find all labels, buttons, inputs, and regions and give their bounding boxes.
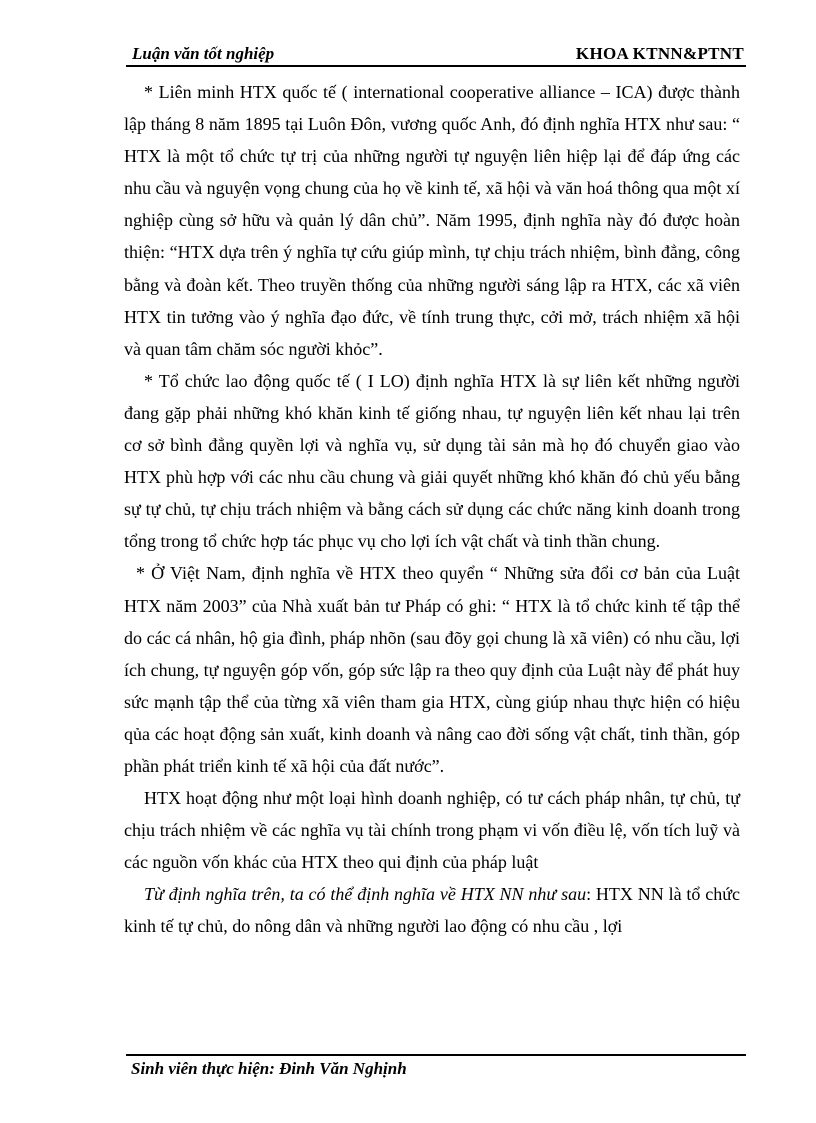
header-thesis-label: Luận văn tốt nghiệp <box>132 44 275 63</box>
paragraph-vietnam-definition: * Ở Việt Nam, định nghĩa về HTX theo quyển “ Những sửa đổi cơ bản của Luật HTX năm 2003” của Nhà xuất bản tư Pháp có ghi: “ HTX là tổ chức kinh tế tập thể do các cá nhân, hộ gia đình, pháp nhõn (sau đõy gọi chung là xã viên) có nhu cầu, lợi ích chung, tự nguyện góp vốn, góp sức lập ra theo quy định của Luật này để phát huy sức mạnh tập thể của từng xã viên tham gia HTX, cùng giúp nhau thực hiện có hiệu qủa các hoạt động sản xuất, kinh doanh và nâng cao đời sống vật chất, tinh thần, góp phần phát triển kinh tế xã hội của đất nước”. <box>124 563 740 776</box>
paragraph-htx-operation: HTX hoạt động như một loại hình doanh nghiệp, có tư cách pháp nhân, tự chủ, tự chịu trách nhiệm về các nghĩa vụ tài chính trong phạm vi vốn điều lệ, vốn tích luỹ và các nguồn vốn khác của HTX theo qui định của pháp luật <box>124 788 740 873</box>
htx-nn-definition-lead: Từ định nghĩa trên, ta có thể định nghĩa về HTX NN như sau <box>144 884 587 905</box>
htx-nn-definition-text: : HTX NN là tổ chức kinh tế tự chủ, do nông dân và những người lao động có nhu cầu , lợi <box>124 884 741 937</box>
paragraph-ilo-definition: * Tổ chức lao động quốc tế ( I LO) định nghĩa HTX là sự liên kết những người đang gặp phải những khó khăn kinh tế giống nhau, tự nguyện liên kết nhau lại trên cơ sở bình đẳng quyền lợi và nghĩa vụ, sử dụng tài sản mà họ đó chuyển giao vào HTX phù hợp với các nhu cầu chung và giải quyết những khó khăn đó chủ yếu bằng sự tự chủ, tự chịu trách nhiệm và bằng cách sử dụng các chức năng kinh doanh trong tổng trong tổ chức hợp tác phục vụ cho lợi ích vật chất và tinh thần chung. <box>124 370 740 552</box>
paragraph-ica-definition: * Liên minh HTX quốc tế ( international cooperative alliance – ICA) được thành lập tháng 8 năm 1895 tại Luôn Đôn, vương quốc Anh, đó định nghĩa HTX như sau: “ HTX là một tổ chức tự trị của những người tự nguyện liên hiệp lại để đáp ứng các nhu cầu và nguyện vọng chung của họ về kinh tế, xã hội và văn hoá thông qua một xí nghiệp cùng sở hữu và quản lý dân chủ”. Năm 1995, định nghĩa này đó được hoàn thiện: “HTX dựa trên ý nghĩa tự cứu giúp mình, tự chịu trách nhiệm, bình đẳng, công bằng và đoàn kết. Theo truyền thống của những người sáng lập ra HTX, các xã viên HTX tin tưởng vào ý nghĩa đạo đức, về tính trung thực, cởi mở, trách nhiệm xã hội và quan tâm chăm sóc người khỏc”. <box>124 82 740 359</box>
page-footer: Sinh viên thực hiện: Đinh Văn Nghịnh <box>131 1059 407 1078</box>
paragraph-htx-nn-definition <box>124 878 740 942</box>
footer-divider <box>126 1054 746 1056</box>
header-faculty-label: KHOA KTNN&PTNT <box>575 44 744 63</box>
page-header <box>126 44 746 66</box>
header-divider <box>126 65 746 67</box>
body-text <box>124 76 740 943</box>
